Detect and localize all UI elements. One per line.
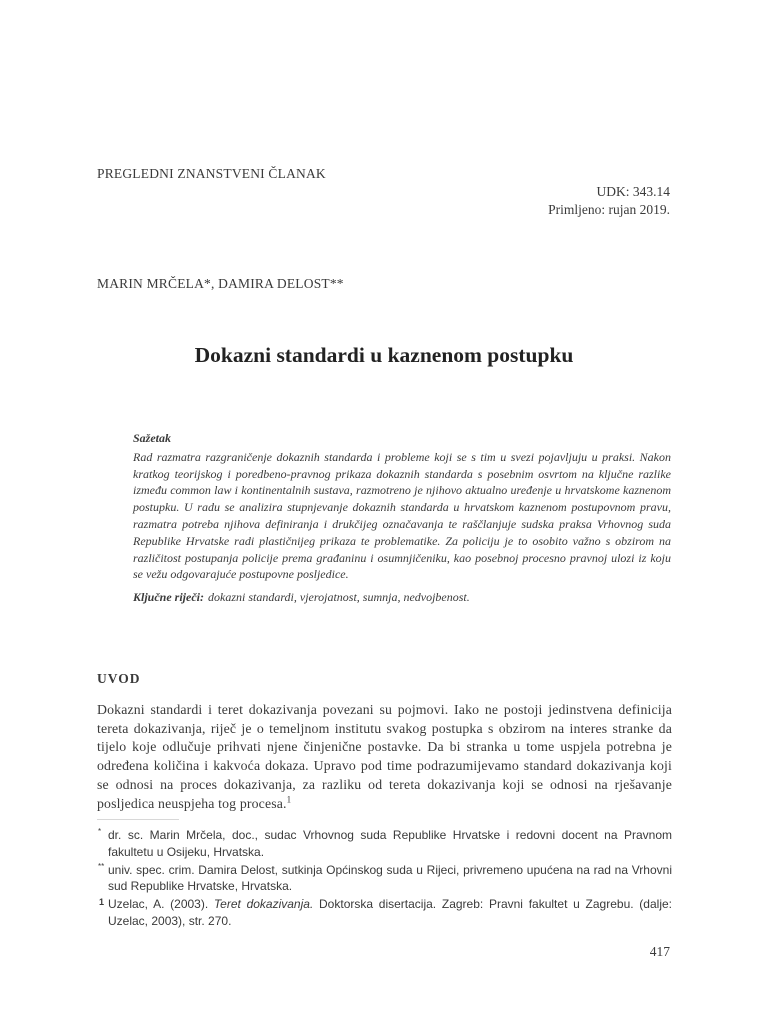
abstract [133,430,671,606]
article-title: Dokazni standardi u kaznenom postupku [194,343,574,367]
authors: MARIN MRČELA*, DAMIRA DELOST** [97,276,344,291]
keywords-value: dokazni standardi, vjerojatnost, sumnja, nedvojbenost. [208,590,470,605]
footnote-mark: ** [98,861,105,871]
footnote-item [97,827,672,861]
footnote-text: dr. sc. Marin Mrčela, doc., sudac Vrhovnog suda Republike Hrvatske i redovni docent na Pravnom fakultetu u Osijeku, Hrvatska. [108,828,672,859]
body-paragraph [97,701,672,813]
footnote-text: univ. spec. crim. Damira Delost, sutkinja Općinskog suda u Rijeci, privremeno upućena na rad na Vrhovni sud Republike Hrvatske, Hrvatska. [108,862,672,894]
footnote-mark: * [98,827,102,836]
footnote-divider [97,819,179,820]
article-category: PREGLEDNI ZNANSTVENI ČLANAK [97,166,326,181]
footnote-text-before: Uzelac, A. (2003). [108,897,214,912]
received-date: Primljeno: rujan 2019. [548,202,670,217]
section-heading: UVOD [97,671,141,686]
footnote-mark: 1 [99,897,105,908]
paragraph-text: Dokazni standardi i teret dokazivanja povezani su pojmovi. Iako ne postoji jedinstvena definicija tereta dokazivanja, riječ je o temeljnom institutu svakog postupka s obzirom na interes stranke da tijelo koje odlučuje prihvati njene činjenične postavke. Da bi stranka u tome uspjela potrebna je određena količina i kakvoća dokaza. Upravo pod time podrazumijevamo standard dokazivanja koji se odnosi na proces dokazivanja, za razliku od tereta dokazivanja koji se odnosi na rješavanje posljedica neuspjeha tog procesa. [97,702,672,811]
abstract-heading: Sažetak [133,431,172,445]
abstract-text: Rad razmatra razgraničenje dokaznih standarda i probleme koji se s tim u svezi pojavljuju u praksi. Nakon kratkog teorijskog i poredbeno-pravnog prikaza dokaznih standarda s posebnim osvrtom na ključne razlike između common law i kontinentalnih sustava, razmotreno je njihovo aktualno uređenje u hrvatskome kaznenom postupku. U radu se analizira stupnjevanje dokaznih standarda u hrvatskom kaznenom postupovnom pravu, razmatra potreba njihova definiranja i drukčijeg označavanja te raščlanjuje sudska praksa Vrhovnog suda Republike Hrvatske radi plastičnijeg prikaza te problematike. Za policiju je to osobito važno s obzirom na različitost postupanja policije prema građaninu i osumnjičeniku, kao posebnoj procesno pravnoj ulozi iz koju se vežu odgovarajuće postupovne posljedice. [133,449,671,582]
footnote-item [97,862,672,896]
keywords-label: Ključne riječi: [133,590,204,605]
footnote-ref[interactable]: 1 [286,793,292,804]
footnotes [97,827,672,931]
footnote-text-after: Doktorska disertacija. Zagreb: Pravni fakultet u Zagrebu. (dalje: Uzelac, 2003), str. 270. [108,897,672,928]
page-number: 417 [649,944,670,959]
keywords [133,589,671,606]
udk-code: UDK: 343.14 [596,184,670,199]
footnote-item [97,896,672,930]
footnote-text-italic: Teret dokazivanja. [213,897,314,912]
